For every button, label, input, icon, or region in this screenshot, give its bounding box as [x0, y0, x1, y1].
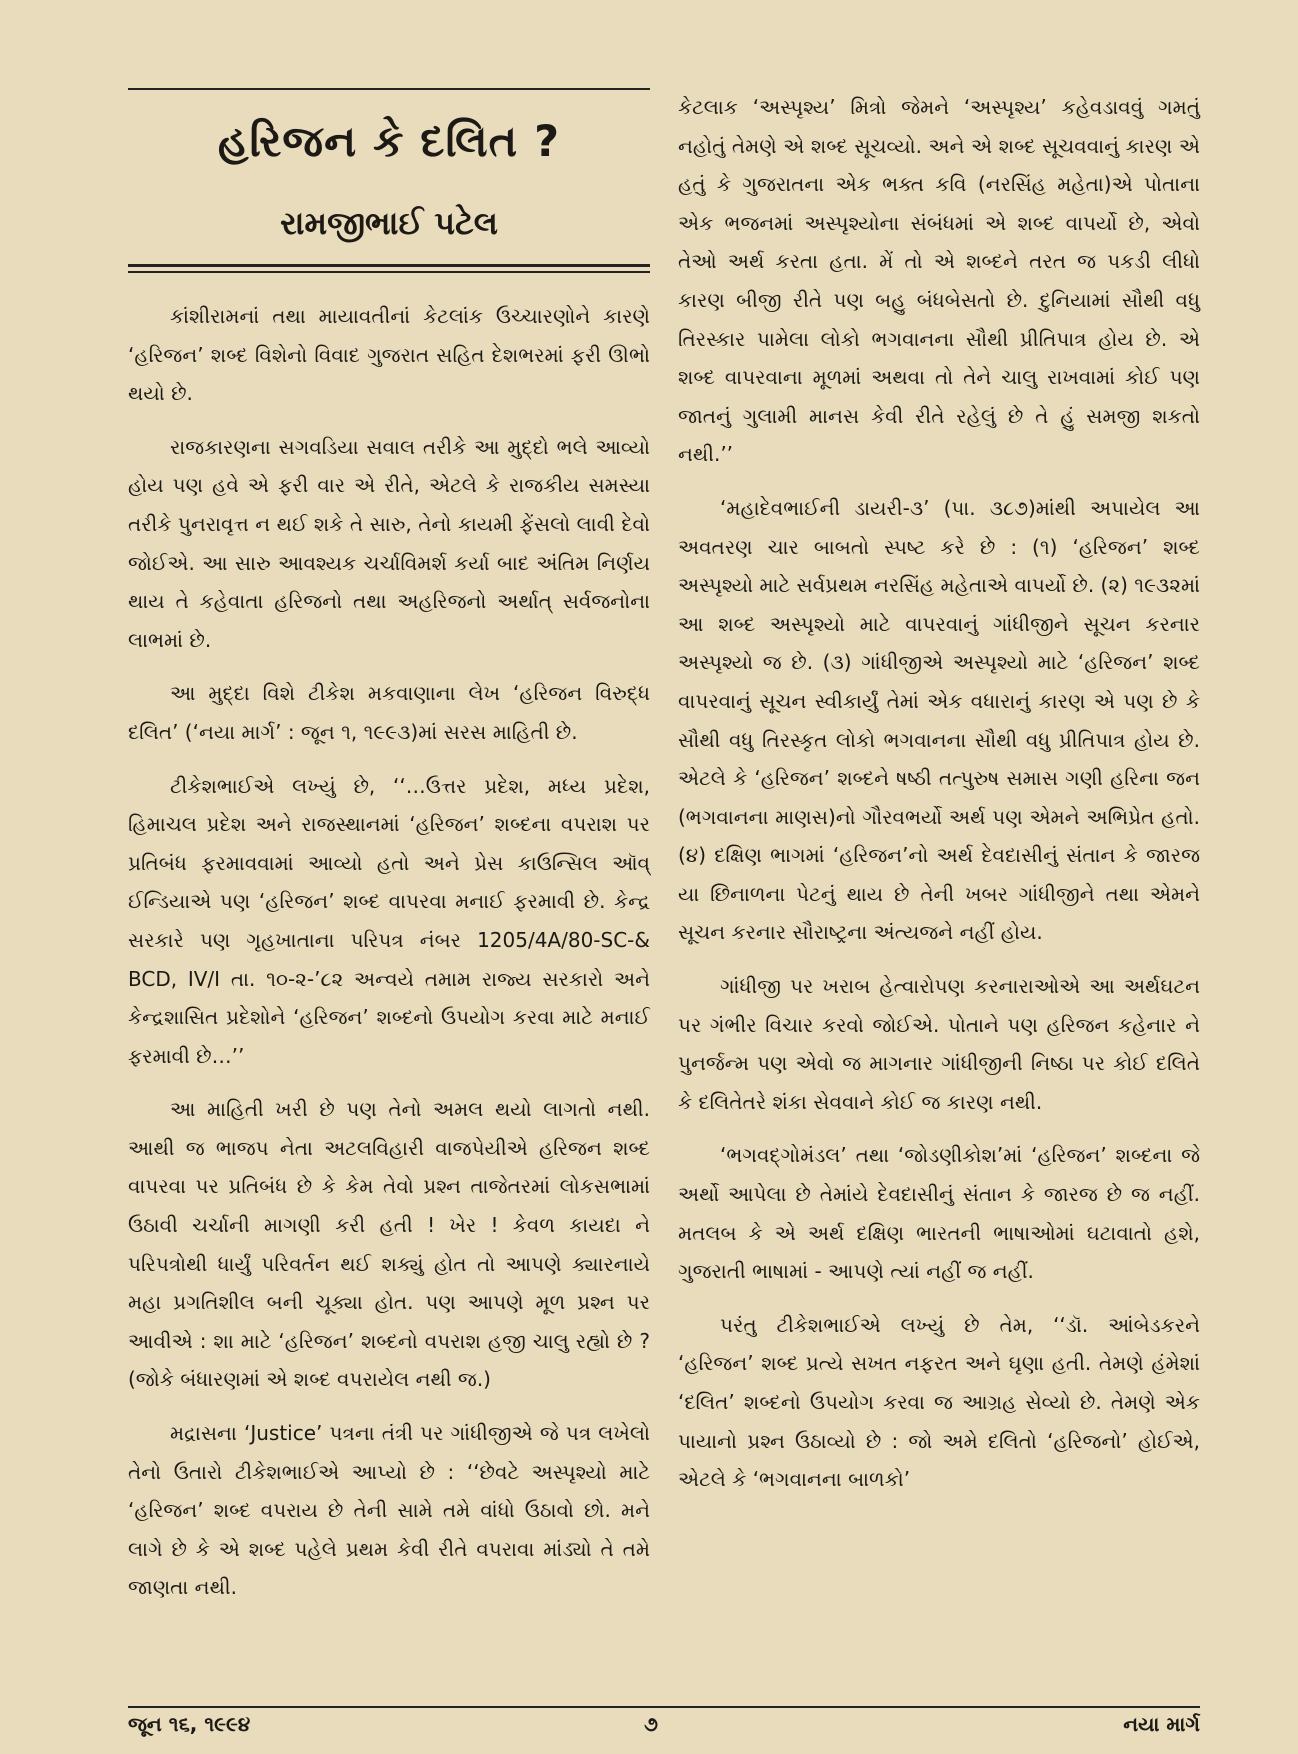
- paragraph: ‘મહાદેવભાઈની ડાયરી-૩’ (પા. ૩૮૭)માંથી અપાયેલ આ અવતરણ ચાર બાબતો સ્પષ્ટ કરે છે : (૧) ‘હરિજન’ શબ્દ અસ્પૃશ્યો માટે સર્વપ્રથમ નરસિંહ મહેતાએ વાપર્યો છે. (૨) ૧૯૩૨માં આ શબ્દ અસ્પૃશ્યો માટે વાપરવાનું ગાંધીજીને સૂચન કરનાર અસ્પૃશ્યો જ છે. (૩) ગાંધીજીએ અસ્પૃશ્યો માટે ‘હરિજન’ શબ્દ વાપરવાનું સૂચન સ્વીકાર્યું તેમાં એક વધારાનું કારણ એ પણ છે કે સૌથી વધુ તિરસ્કૃત લોકો ભગવાનના સૌથી વધુ પ્રીતિપાત્ર હોય છે. એટલે કે ‘હરિજન’ શબ્દને ષષ્ઠી તત્પુરુષ સમાસ ગણી હરિના જન (ભગવાનના માણસ)નો ગૌરવભર્યો અર્થ પણ એમને અભિપ્રેત હતો. (૪) દક્ષિણ ભાગમાં ‘હરિજન’નો અર્થ દેવદાસીનું સંતાન કે જારજ યા છિનાળના પેટનું થાય છે તેની ખબર ગાંધીજીને તથા એમને સૂચન કરનાર સૌરાષ્ટ્રના અંત્યજને નહીં હોય.: [678, 495, 1200, 945]
- paragraph: કેટલાક ‘અસ્પૃશ્ય’ મિત્રો જેમને ‘અસ્પૃશ્ય’ કહેવડાવવું ગમતું નહોતું તેમણે એ શબ્દ સૂચવ્યો. અને એ શબ્દ સૂચવવાનું કારણ એ હતું કે ગુજરાતના એક ભક્ત કવિ (નરસિંહ મહેતા)એ પોતાના એક ભજનમાં અસ્પૃશ્યોના સંબંધમાં એ શબ્દ વાપર્યો છે, એવો તેઓ અર્થ કરતા હતા. મેં તો એ શબ્દને તરત જ પકડી લીધો કારણ બીજી રીતે પણ બહુ બંધબેસતો છે. દુનિયામાં સૌથી વધુ તિરસ્કાર પામેલા લોકો ભગવાનના સૌથી પ્રીતિપાત્ર હોય છે. એ શબ્દ વાપરવાના મૂળમાં અથવા તો તેને ચાલુ રાખવામાં કોઈ પણ જાતનું ગુલામી માનસ કેવી રીતે રહેલું છે તે હું સમજી શકતો નથી.’’: [678, 95, 1200, 467]
- article-header: [128, 88, 650, 273]
- paragraph: આ મુદ્દા વિશે ટીકેશ મકવાણાના લેખ ‘હરિજન વિરુદ્ધ દલિત’ (‘નયા માર્ગ’ : જૂન ૧, ૧૯૯૩)માં સરસ માહિતી છે.: [128, 681, 650, 744]
- issue-date: જૂન ૧૬, ૧૯૯૪: [128, 1712, 251, 1736]
- paragraph: પરંતુ ટીકેશભાઈએ લખ્યું છે તેમ, ‘‘ડૉ. આંબેડકરને ‘હરિજન’ શબ્દ પ્રત્યે સખત નફરત અને ઘૃણા હતી. તેમણે હંમેશાં ‘દલિત’ શબ્દનો ઉપયોગ કરવા જ આગ્રહ સેવ્યો છે. તેમણે એક પાયાનો પ્રશ્ન ઉઠાવ્યો છે : જો અમે દલિતો ‘હરિજનો’ હોઈએ, એટલે કે ‘ભગવાનના બાળકો’: [678, 1312, 1200, 1492]
- paragraph: ગાંધીજી પર ખરાબ હેત્વારોપણ કરનારાઓએ આ અર્થઘટન પર ગંભીર વિચાર કરવો જોઈએ. પોતાને પણ હરિજન કહેનાર ને પુનર્જન્મ પણ એવો જ માગનાર ગાંધીજીની નિષ્ઠા પર કોઈ દલિતે કે દલિતેતરે શંકા સેવવાને કોઈ જ કારણ નથી.: [678, 974, 1200, 1114]
- article-author: રામજીભાઈ પટેલ: [280, 204, 498, 242]
- paragraph: રાજકારણના સગવડિયા સવાલ તરીકે આ મુદ્દો ભલે આવ્યો હોય પણ હવે એ ફરી વાર એ રીતે, એટલે કે રાજકીય સમસ્યા તરીકે પુનરાવૃત્ત ન થઈ શકે તે સારુ, તેનો કાયમી ફેંસલો લાવી દેવો જોઈએ. આ સારુ આવશ્યક ચર્ચાવિમર્શ કર્યા બાદ અંતિમ નિર્ણય થાય તે કહેવાતા હરિજનો તથા અહરિજનો અર્થાત્ સર્વજનોના લાભમાં છે.: [128, 434, 650, 652]
- paragraph: ટીકેશભાઈએ લખ્યું છે, ‘‘…ઉત્તર પ્રદેશ, મધ્ય પ્રદેશ, હિમાચલ પ્રદેશ અને રાજસ્થાનમાં ‘હરિજન’ શબ્દના વપરાશ પર પ્રતિબંધ ફરમાવવામાં આવ્યો હતો અને પ્રેસ કાઉન્સિલ ઑવ્ ઈન્ડિયાએ પણ ‘હરિજન’ શબ્દ વાપરવા મનાઈ ફરમાવી છે. કેન્દ્ર સરકારે પણ ગૃહખાતાના પરિપત્ર નંબર 1205/4A/80-SC-& BCD, IV/I તા. ૧૦-૨-’૮૨ અન્વયે તમામ રાજ્ય સરકારો અને કેન્દ્રશાસિત પ્રદેશોને ‘હરિજન’ શબ્દનો ઉપયોગ કરવા માટે મનાઈ ફરમાવી છે…’’: [128, 773, 650, 1068]
- article-title: હરિજન કે દલિત ?: [217, 117, 561, 167]
- left-column: [128, 88, 650, 1622]
- page-number: ૭: [644, 1712, 658, 1736]
- right-column: [678, 88, 1200, 1514]
- paragraph: આ માહિતી ખરી છે પણ તેનો અમલ થયો લાગતો નથી. આથી જ ભાજપ નેતા અટલવિહારી વાજપેયીએ હરિજન શબ્દ વાપરવા પર પ્રતિબંધ છે કે કેમ તેવો પ્રશ્ન તાજેતરમાં લોકસભામાં ઉઠાવી ચર્ચાની માગણી કરી હતી ! ખેર ! કેવળ કાયદા ને પરિપત્રોથી ધાર્યું પરિવર્તન થઈ શક્યું હોત તો આપણે ક્યારનાયે મહા પ્રગતિશીલ બની ચૂક્યા હોત. પણ આપણે મૂળ પ્રશ્ન પર આવીએ : શા માટે ‘હરિજન’ શબ્દનો વપરાશ હજી ચાલુ રહ્યો છે ? (જોકે બંધારણમાં એ શબ્દ વપરાયેલ નથી જ.): [128, 1097, 650, 1392]
- paragraph: ‘ભગવદ્‌ગોમંડલ’ તથા ‘જોડણીકોશ’માં ‘હરિજન’ શબ્દના જે અર્થો આપેલા છે તેમાંયે દેવદાસીનું સંતાન કે જારજ છે જ નહીં. મતલબ કે એ અર્થ દક્ષિણ ભારતની ભાષાઓમાં ઘટાવાતો હશે, ગુજરાતી ભાષામાં - આપણે ત્યાં નહીં જ નહીં.: [678, 1143, 1200, 1284]
- page-footer: [128, 1706, 1200, 1738]
- paragraph: મદ્રાસના ‘Justice’ પત્રના તંત્રી પર ગાંધીજીએ જે પત્ર લખેલો તેનો ઉતારો ટીકેશભાઈએ આપ્યો છે : ‘‘છેવટે અસ્પૃશ્યો માટે ‘હરિજન’ શબ્દ વપરાય છે તેની સામે તમે વાંધો ઉઠાવો છો. મને લાગે છે કે એ શબ્દ પહેલે પ્રથમ કેવી રીતે વપરાવા માંડ્યો તે તમે જાણતા નથી.: [128, 1421, 650, 1600]
- paragraph: કાંશીરામનાં તથા માયાવતીનાં કેટલાંક ઉચ્ચારણોને કારણે ‘હરિજન’ શબ્દ વિશેનો વિવાદ ગુજરાત સહિત દેશભરમાં ફરી ઊભો થયો છે.: [128, 304, 650, 406]
- header-divider: [128, 264, 650, 273]
- magazine-name: નયા માર્ગ: [1123, 1712, 1200, 1736]
